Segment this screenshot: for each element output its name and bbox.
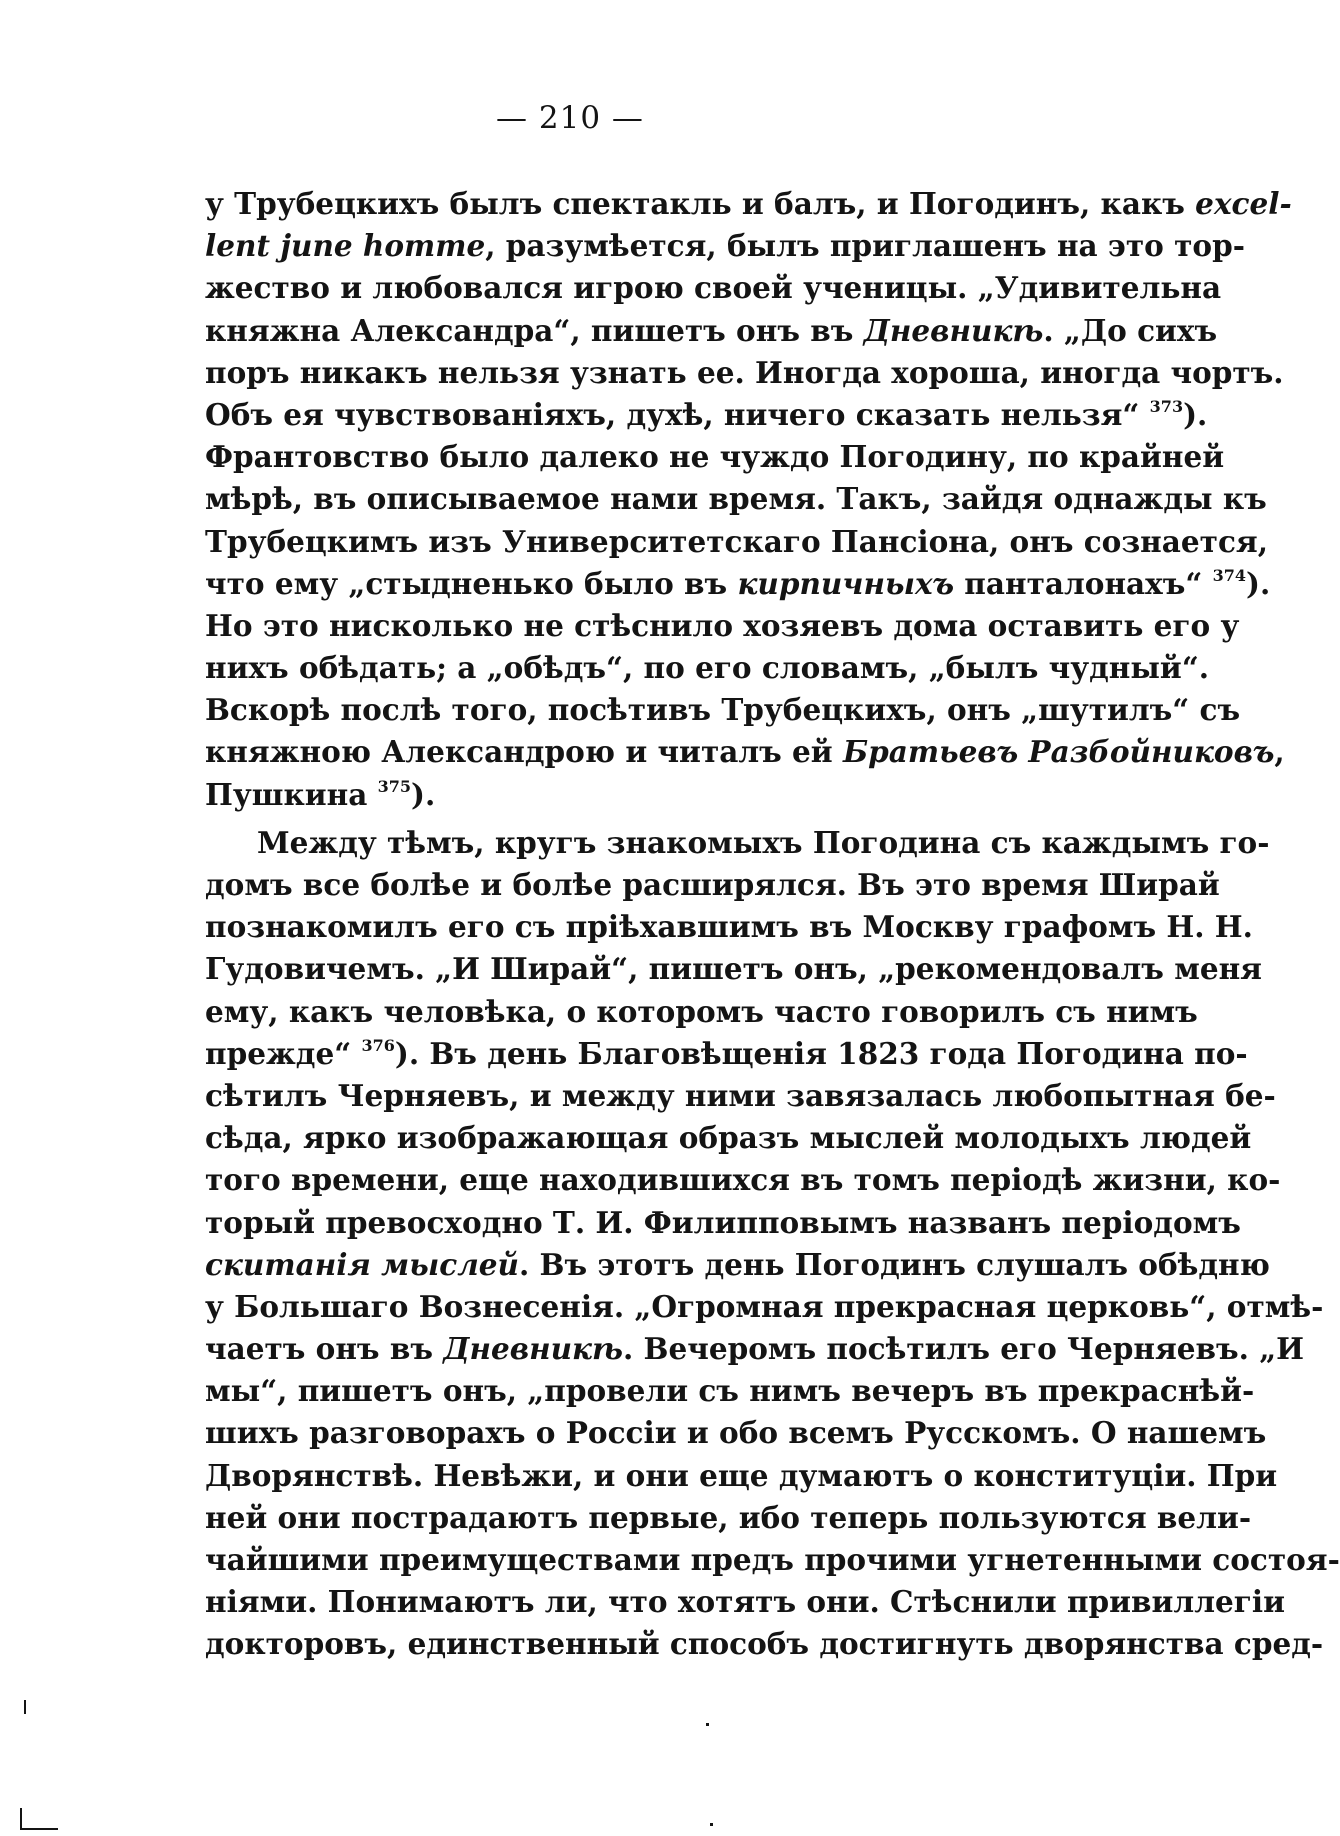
text-line — [205, 1455, 1278, 1497]
margin-mark — [24, 1700, 26, 1714]
text-line — [205, 563, 1271, 605]
text-segment: у Большаго Вознесенія. „Огромная прекрасная церковь“, отмѣ- — [205, 1288, 1324, 1324]
text-line — [205, 310, 1218, 352]
text-segment: Объ ея чувствованіяхъ, духѣ, ничего сказать нельзя“ — [205, 396, 1150, 432]
text-segment: поръ никакъ нельзя узнать ее. Иногда хороша, иногда чортъ. — [205, 354, 1284, 390]
text-line — [205, 605, 1240, 647]
text-segment: сѣтилъ Черняевъ, и между ними завязалась любопытная бе- — [205, 1077, 1276, 1113]
text-segment: ему, какъ человѣка, о которомъ часто говорилъ съ нимъ — [205, 993, 1198, 1029]
text-segment: ). — [1246, 565, 1271, 601]
text-line — [205, 436, 1225, 478]
text-segment: княжна Александра“, пишетъ онъ въ — [205, 312, 864, 348]
italic-text: Дневникѣ — [863, 312, 1044, 348]
text-line — [205, 267, 1222, 309]
text-segment: Франтовство было далеко не чуждо Погодину, по крайней — [205, 439, 1225, 475]
text-segment: ней они пострадаютъ первые, ибо теперь пользуются вели- — [205, 1499, 1252, 1535]
text-line — [205, 948, 1262, 990]
text-segment: Гудовичемъ. „И Ширай“, пишетъ онъ, „рекомендовалъ меня — [205, 951, 1262, 987]
dot-mark — [710, 1823, 713, 1826]
text-line — [205, 1202, 1241, 1244]
italic-text: lent june homme — [205, 228, 486, 264]
text-segment: того времени, еще находившихся въ томъ періодѣ жизни, ко- — [205, 1162, 1281, 1198]
text-segment: . „До сихъ — [1043, 312, 1218, 348]
text-segment: домъ все болѣе и болѣе расширялся. Въ это время Ширай — [205, 867, 1220, 902]
text-segment: мѣрѣ, въ описываемое нами время. Такъ, зайдя однажды къ — [205, 481, 1267, 517]
text-line — [205, 1117, 1252, 1159]
text-line — [205, 1033, 1248, 1075]
italic-text: Дневникѣ — [443, 1331, 623, 1367]
text-line — [205, 822, 1270, 864]
text-line — [205, 1075, 1276, 1117]
italic-text: скитанія мыслей — [205, 1246, 519, 1282]
dot-mark — [706, 1723, 709, 1726]
text-line — [205, 478, 1267, 520]
italic-text: кирпичныхъ — [737, 565, 955, 601]
text-segment: Пушкина — [205, 776, 378, 812]
text-line — [205, 1412, 1267, 1454]
text-line — [205, 225, 1245, 267]
text-line — [205, 1159, 1281, 1201]
text-segment: торый превосходно Т. И. Филипповымъ названъ періодомъ — [205, 1204, 1241, 1240]
text-segment: . Вечеромъ посѣтилъ его Черняевъ. „И — [622, 1331, 1305, 1367]
text-line — [205, 774, 1070, 816]
text-segment: Дворянствѣ. Невѣжи, и они еще думаютъ о конституціи. При — [205, 1457, 1278, 1493]
text-line — [205, 1581, 1285, 1623]
text-line — [205, 906, 1253, 948]
text-segment: чаетъ онъ въ — [205, 1331, 444, 1367]
text-segment: Но это нисколько не стѣснило хозяевъ дома оставить его у — [205, 607, 1240, 643]
text-segment: мы“, пишетъ онъ, „провели съ нимъ вечеръ въ прекраснѣй- — [205, 1373, 1255, 1409]
text-line — [205, 1497, 1252, 1539]
text-segment: сѣда, ярко изображающая образъ мыслей молодыхъ людей — [205, 1120, 1252, 1156]
text-line — [205, 183, 1292, 225]
text-segment: докторовъ, единственный способъ достигнуть дворянства сред- — [205, 1626, 1324, 1662]
page-number: — 210 — — [496, 100, 644, 136]
text-segment: ). Въ день Благовѣщенія 1823 года Погодина по- — [394, 1035, 1248, 1071]
text-line — [205, 394, 1208, 436]
text-segment: Трубецкимъ изъ Университетскаго Пансіона, онъ сознается, — [205, 523, 1268, 559]
footnote-ref: 373 — [1149, 396, 1184, 416]
text-line — [205, 731, 1285, 773]
text-segment: шихъ разговорахъ о Россіи и обо всемъ Русскомъ. О нашемъ — [205, 1415, 1267, 1451]
body-text — [205, 183, 1340, 1666]
text-segment: , разумѣется, былъ приглашенъ на это тор- — [485, 228, 1245, 264]
text-segment: , — [1274, 734, 1285, 770]
italic-text: excel- — [1195, 186, 1292, 221]
text-line — [205, 1370, 1255, 1412]
text-line — [205, 1539, 1340, 1581]
text-segment: у Трубецкихъ былъ спектакль и балъ, и Погодинъ, какъ — [205, 186, 1196, 221]
text-segment: ніями. Понимаютъ ли, что хотятъ они. Стѣснили привиллегіи — [205, 1584, 1285, 1620]
footnote-ref: 376 — [361, 1035, 395, 1055]
italic-text: Братьевъ Разбойниковъ — [842, 734, 1275, 770]
text-segment: княжною Александрою и читалъ ей — [205, 734, 843, 770]
text-segment: что ему „стыдненько было въ — [205, 565, 738, 601]
text-line — [205, 1328, 1305, 1370]
text-segment: ). — [411, 776, 436, 812]
text-line — [205, 864, 1220, 906]
text-segment: познакомилъ его съ пріѣхавшимъ въ Москву графомъ Н. Н. — [205, 909, 1253, 945]
text-segment: жество и любовался игрою своей ученицы. „Удивительна — [205, 270, 1222, 306]
text-line — [205, 689, 1241, 731]
text-segment: нихъ обѣдать; а „обѣдъ“, по его словамъ, „былъ чудный“. — [205, 650, 1210, 686]
footnote-ref: 375 — [377, 776, 412, 796]
text-line — [205, 1244, 1270, 1286]
text-segment: чайшими преимуществами предъ прочими угнетенными состоя- — [205, 1542, 1340, 1577]
text-segment: прежде“ — [205, 1035, 362, 1071]
text-segment: ). — [1183, 396, 1208, 432]
text-segment: . Въ этотъ день Погодинъ слушалъ обѣдню — [519, 1246, 1270, 1282]
text-segment: Между тѣмъ, кругъ знакомыхъ Погодина съ каждымъ го- — [257, 824, 1270, 860]
text-line — [205, 352, 1284, 394]
text-line — [205, 521, 1268, 563]
text-line — [205, 647, 1210, 689]
footnote-ref: 374 — [1212, 565, 1247, 585]
text-line — [205, 1286, 1324, 1328]
text-segment: панталонахъ“ — [954, 565, 1213, 601]
text-line — [205, 1623, 1324, 1665]
text-line — [205, 991, 1198, 1033]
text-segment: Вскорѣ послѣ того, посѣтивъ Трубецкихъ, онъ „шутилъ“ съ — [205, 692, 1241, 728]
page-corner-mark — [20, 1808, 58, 1830]
